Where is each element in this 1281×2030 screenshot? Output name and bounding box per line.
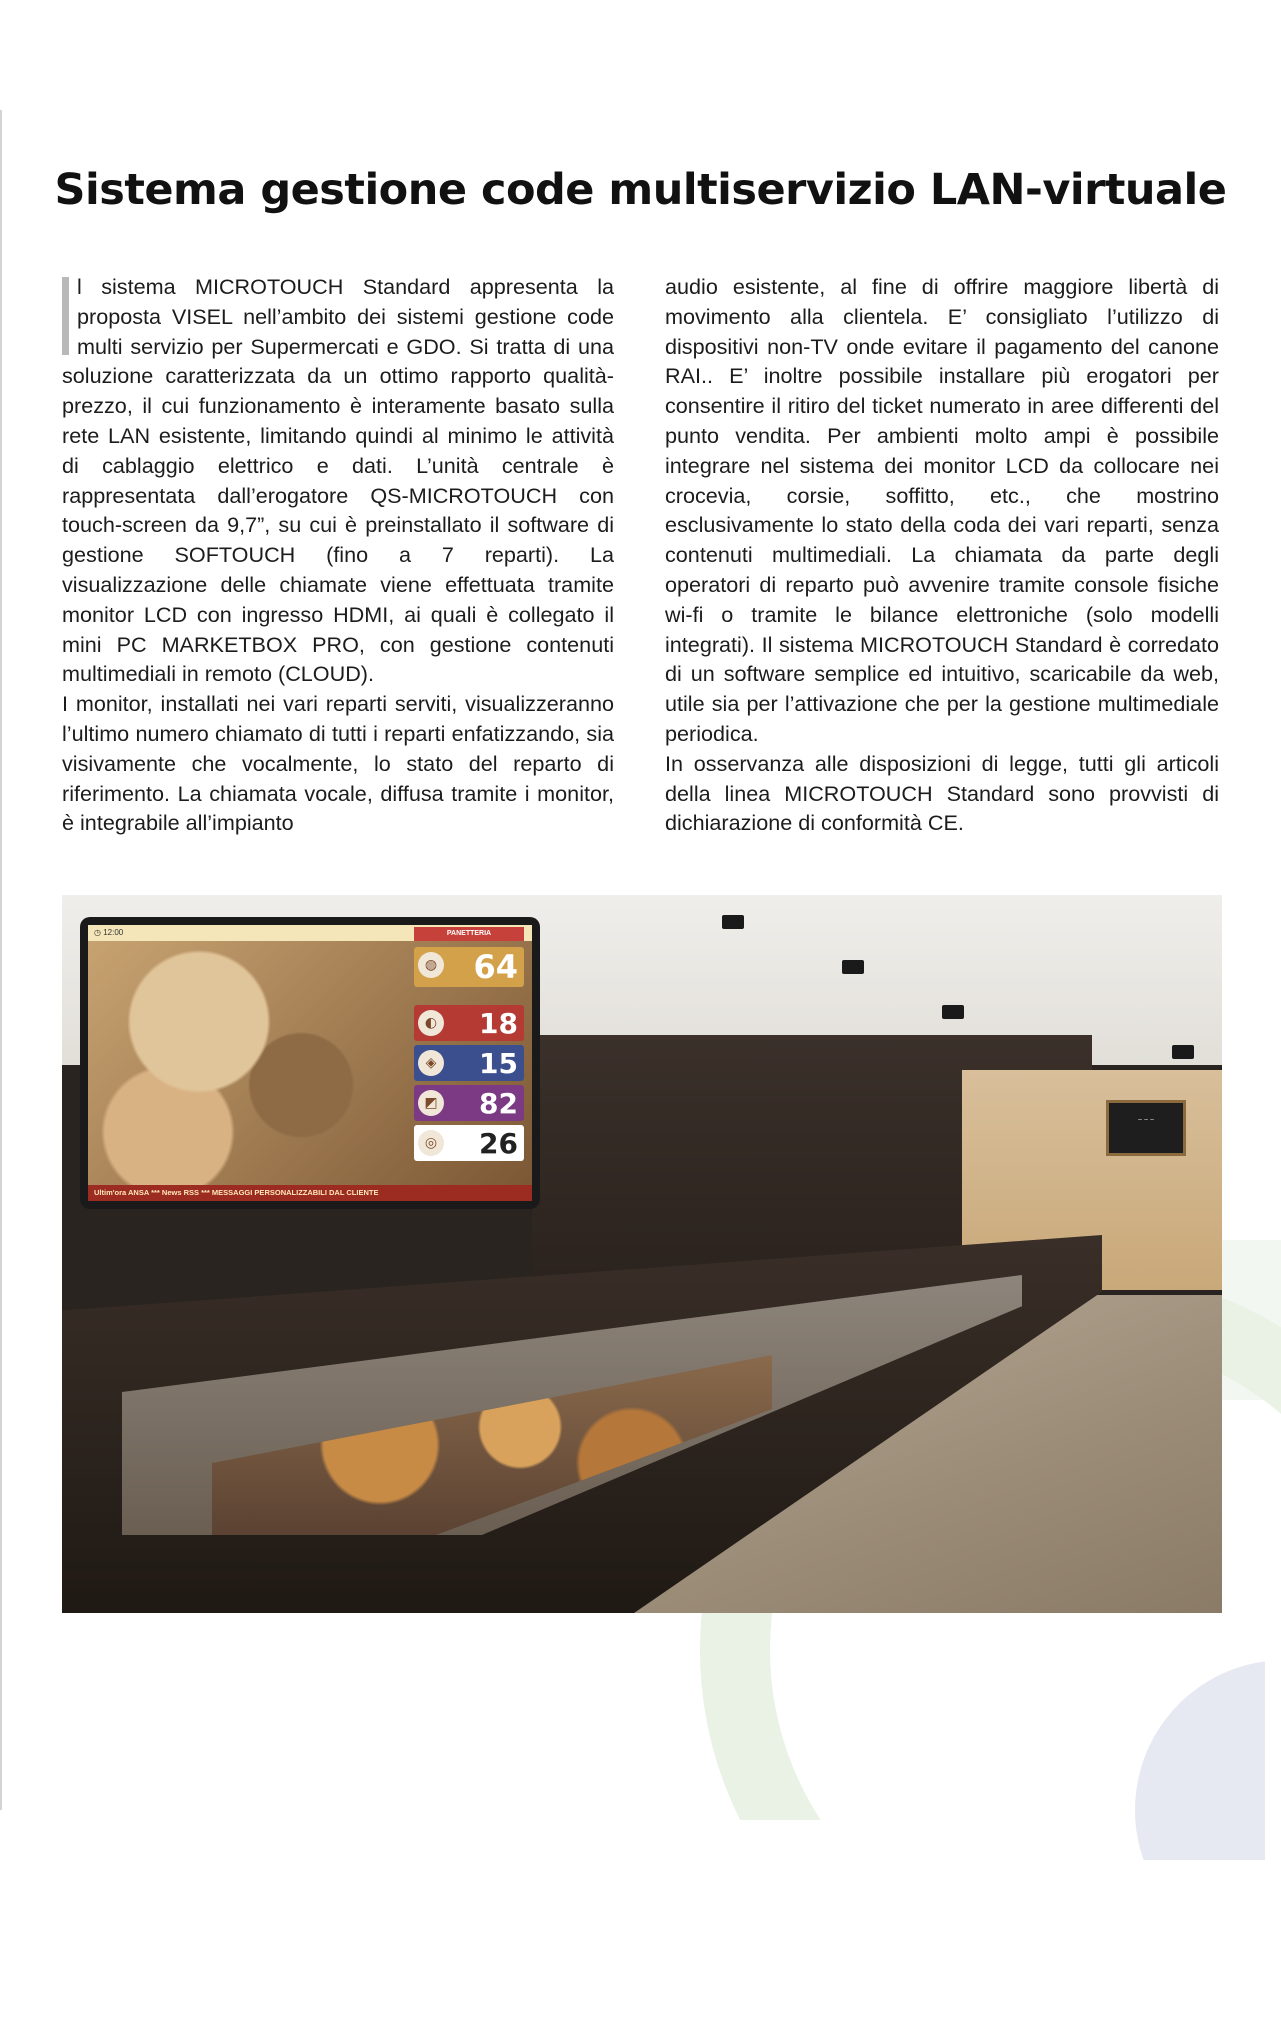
queue-row bbox=[414, 1125, 524, 1161]
queue-number: 18 bbox=[479, 1006, 518, 1040]
dropcap-bar bbox=[62, 277, 69, 355]
cheese-icon: ◩ bbox=[418, 1090, 444, 1116]
store-photo bbox=[62, 895, 1222, 1613]
page-edge-line bbox=[0, 110, 2, 1810]
ceiling-light bbox=[1172, 1045, 1194, 1059]
queue-row bbox=[414, 1005, 524, 1041]
chalkboard-sign bbox=[1106, 1100, 1186, 1156]
ceiling-light bbox=[722, 915, 744, 929]
queue-number: 82 bbox=[479, 1086, 518, 1120]
right-paragraph-1: audio esistente, al fine di offrire maggiore libertà di movimento alla clientela. E’ consigliato l’utilizzo di dispositivi non-TV onde evitare il pagamento del canone RAI.. E’ inoltre possibile installare più erogatori per consentire il ritiro del ticket numerato in aree differenti del punto vendita. Per ambienti molto ampi è possibile integrare nel sistema dei monitor LCD da collocare nei crocevia, corsie, soffitto, etc., che mostrino esclusivamente lo stato della coda dei vari reparti, senza contenuti multimediali. La chiamata da parte degli operatori di reparto può avvenire tramite console fisiche wi-fi o tramite le bilance elettroniche (solo modelli integrati). Il sistema MICROTOUCH Standard è corredato di un software semplice ed intuitivo, scaricabile da web, utile sia per l’attivazione che per la gestione multimediale periodica. bbox=[665, 274, 1219, 746]
queue-monitor bbox=[80, 917, 540, 1209]
queue-row bbox=[414, 1085, 524, 1121]
queue-row-main bbox=[414, 947, 524, 987]
right-paragraph-2: In osservanza alle disposizioni di legge, tutti gli articoli della linea MICROTOUCH Standard sono provvisti di dichiarazione di conformità CE. bbox=[665, 750, 1219, 836]
article-left-column bbox=[62, 272, 614, 838]
monitor-clock: 12:00 bbox=[103, 928, 124, 937]
clock-icon: ◷ bbox=[94, 928, 104, 937]
article-right-column bbox=[665, 272, 1219, 838]
queue-number-main: 64 bbox=[473, 948, 518, 986]
left-paragraph-1: l sistema MICROTOUCH Standard appresenta la proposta VISEL nell’ambito dei sistemi gestione code multi servizio per Supermercati e GDO. Si tratta di una soluzione caratterizzata da un ottimo rapporto qualità-prezzo, il cui funzionamento è interamente basato sulla rete LAN esistente, limitando quindi al minimo le attività di cablaggio elettrico e dati. L’unità centrale è rappresentata dall’erogatore QS-MICROTOUCH con touch-screen da 9,7”, su cui è preinstallato il software di gestione SOFTOUCH (fino a 7 reparti). La visualizzazione delle chiamate viene effettuata tramite monitor LCD con ingresso HDMI, ai quali è collegato il mini PC MARKETBOX PRO, con gestione contenuti multimediali in remoto (CLOUD). bbox=[62, 274, 614, 687]
monitor-department-label: PANETTERIA bbox=[414, 927, 524, 941]
monitor-screen bbox=[88, 925, 532, 1201]
bread-icon: ◍ bbox=[418, 952, 444, 978]
left-paragraph-2: I monitor, installati nei vari reparti serviti, visualizzeranno l’ultimo numero chiamato di tutti i reparti enfatizzando, sia visivamente che vocalmente, lo stato del reparto di riferimento. La chiamata vocale, diffusa tramite i monitor, è integrabile all’impianto bbox=[62, 691, 614, 836]
queue-row bbox=[414, 1045, 524, 1081]
article-title: Sistema gestione code multiservizio LAN-virtuale bbox=[54, 165, 1227, 215]
queue-number: 26 bbox=[479, 1126, 518, 1160]
queue-number: 15 bbox=[479, 1046, 518, 1080]
meal-icon: ◎ bbox=[418, 1130, 444, 1156]
ceiling-light bbox=[942, 1005, 964, 1019]
monitor-news-ticker: Ultim'ora ANSA *** News RSS *** MESSAGGI PERSONALIZZABILI DAL CLIENTE bbox=[88, 1185, 532, 1201]
ham-icon: ◐ bbox=[418, 1010, 444, 1036]
fish-icon: ◈ bbox=[418, 1050, 444, 1076]
chalkboard-scribble: ~ ~ ~ bbox=[1137, 1117, 1155, 1124]
ceiling-light bbox=[842, 960, 864, 974]
